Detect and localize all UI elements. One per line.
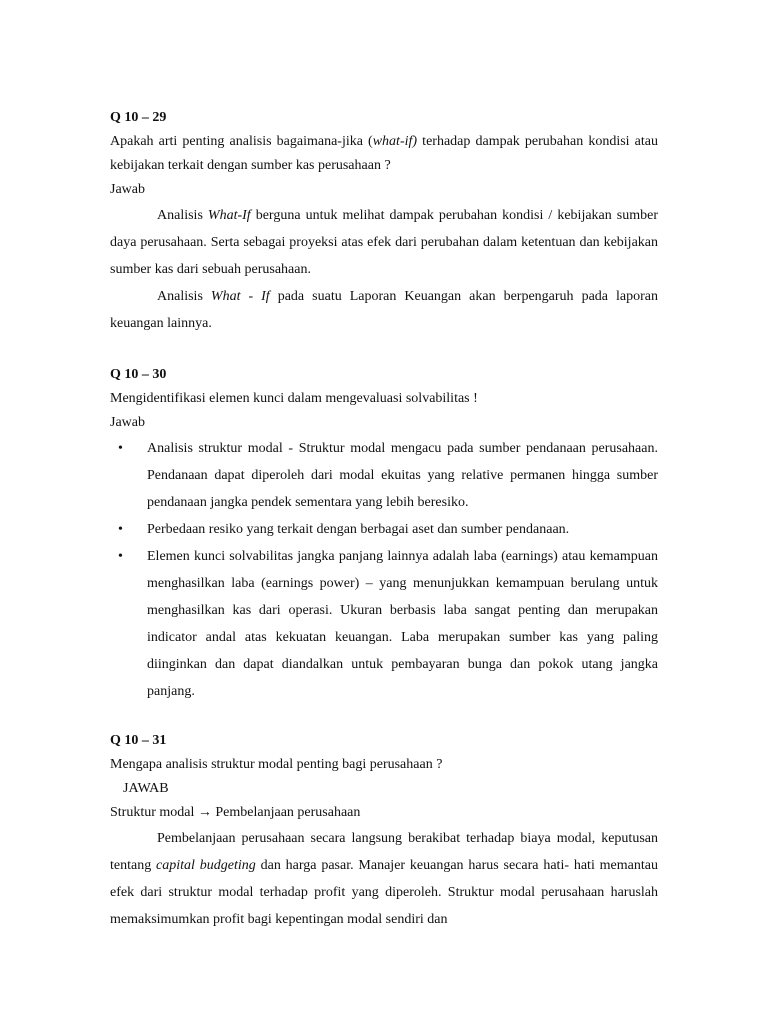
answer-paragraph (110, 202, 658, 283)
answer-text-part: Pembelanjaan perusahaan secara langsung berakibat terhadap biaya modal, keputusan tentang (110, 831, 658, 873)
answer-paragraph (110, 283, 658, 337)
bullet-icon: • (118, 549, 123, 564)
answer-text-part: berguna untuk melihat dampak perubahan kondisi / kebijakan sumber daya perusahaan. Serta sebagai proyeksi atas efek dari perubahan dalam ketentuan dan kebijakan sumber kas dari sebuah perusahaan. (110, 208, 658, 277)
answer-text-part: Analisis (157, 208, 208, 223)
answer-label: Jawab (110, 182, 145, 197)
section-spacer (110, 705, 658, 729)
answer-text-italic: What-If (207, 208, 251, 223)
question-section-10-31 (110, 729, 658, 933)
bullet-text: Analisis struktur modal - Struktur modal mengacu pada sumber pendanaan perusahaan. Pendanaan dapat diperoleh dari modal ekuitas yang relative permanen hingga sumber pendanaan jangka pendek sementara yang lebih beresiko. (147, 441, 658, 510)
answer-label: Jawab (110, 415, 145, 430)
bullet-item (110, 543, 658, 705)
heading-right-text: Pembelanjaan perusahaan (211, 805, 361, 820)
answer-text-part: Analisis (157, 289, 211, 304)
document-content (110, 106, 658, 933)
question-title: Q 10 – 29 (110, 110, 167, 125)
question-text-part: Apakah arti penting analisis bagaimana-jika ( (110, 134, 373, 149)
bullet-text: Perbedaan resiko yang terkait dengan berbagai aset dan sumber pendanaan. (147, 522, 570, 537)
question-text-part: terhadap dampak perubahan kondisi atau kebijakan terkait dengan sumber kas perusahaan ? (110, 134, 659, 173)
answer-label: JAWAB (123, 781, 169, 796)
answer-heading (110, 801, 658, 825)
section-spacer (110, 337, 658, 363)
bullet-icon: • (118, 441, 123, 456)
answer-paragraph (110, 825, 658, 933)
question-title: Q 10 – 31 (110, 733, 167, 748)
question-text-italic: what-if) (372, 134, 418, 149)
answer-bullet-list (110, 435, 658, 705)
arrow-right-icon: → (197, 805, 212, 820)
heading-left-text: Struktur modal (110, 805, 198, 820)
bullet-item (110, 435, 658, 516)
answer-text-part: pada suatu Laporan Keuangan akan berpengaruh pada laporan keuangan lainnya. (110, 289, 658, 331)
bullet-item (110, 516, 658, 543)
question-text (110, 130, 658, 178)
question-text: Mengapa analisis struktur modal penting bagi perusahaan ? (110, 757, 443, 772)
answer-text-part: dan harga pasar. Manajer keuangan harus secara hati- hati memantau efek dari struktur modal terhadap profit yang diperoleh. Struktur modal perusahaan haruslah memaksimumkan profit bagi kepentingan modal sendiri dan (110, 858, 658, 927)
question-title: Q 10 – 30 (110, 367, 167, 382)
question-section-10-29 (110, 106, 658, 337)
bullet-text: Elemen kunci solvabilitas jangka panjang lainnya adalah laba (earnings) atau kemampuan menghasilkan laba (earnings power) – yang menunjukkan kemampuan berulang untuk menghasilkan kas dari operasi. Ukuran berbasis laba sangat penting dan merupakan indicator andal atas kekuatan keuangan. Laba merupakan sumber kas yang paling diinginkan dan dapat diandalkan untuk pembayaran bunga dan pokok utang jangka panjang. (147, 549, 658, 699)
bullet-icon: • (118, 522, 123, 537)
question-text: Mengidentifikasi elemen kunci dalam mengevaluasi solvabilitas ! (110, 391, 478, 406)
answer-text-italic: What - If (210, 289, 270, 304)
answer-text-italic: capital budgeting (156, 858, 256, 873)
question-section-10-30 (110, 363, 658, 705)
